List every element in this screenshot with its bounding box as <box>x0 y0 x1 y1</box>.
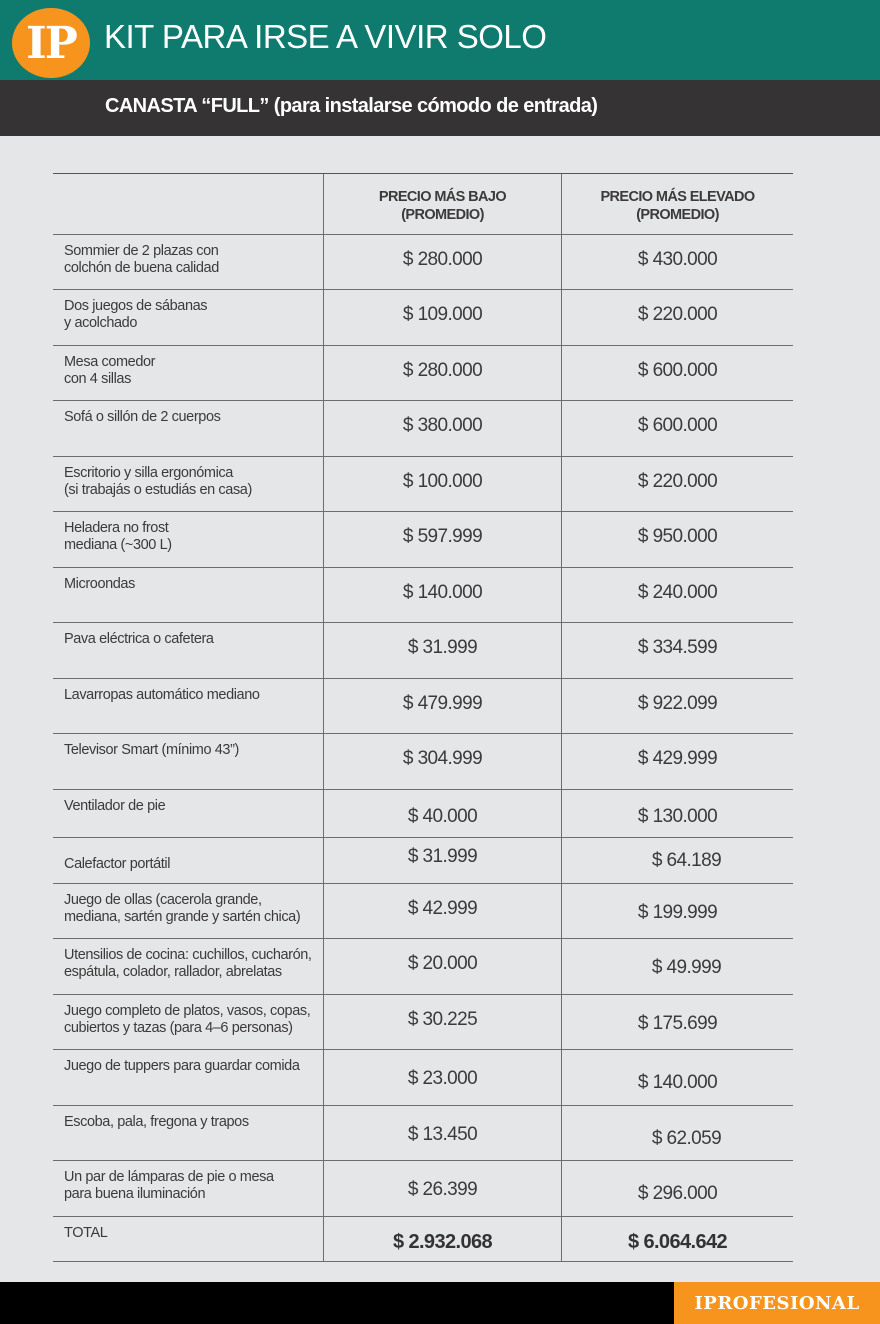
header-high-price: PRECIO MÁS ELEVADO (PROMEDIO) <box>561 174 793 234</box>
subtitle-bar <box>0 80 880 136</box>
table-row <box>53 679 793 734</box>
item-name: Televisor Smart (mínimo 43”) <box>64 742 239 758</box>
high-price-cell: $ 240.000 <box>561 568 793 622</box>
item-name: Ventilador de pie <box>64 798 166 814</box>
low-price-cell: $ 304.999 <box>323 734 561 789</box>
table-row <box>53 623 793 679</box>
low-price-cell: $ 597.999 <box>323 512 561 567</box>
high-price-cell: $ 922.099 <box>561 679 793 733</box>
high-price-cell: $ 600.000 <box>561 401 793 456</box>
item-name: Calefactor portátil <box>64 856 171 872</box>
item-name: Sommier de 2 plazas con colchón de buena calidad <box>64 243 219 276</box>
item-name: Mesa comedor con 4 sillas <box>64 354 156 387</box>
low-price-cell: $ 13.450 <box>323 1106 561 1160</box>
low-price-cell: $ 380.000 <box>323 401 561 456</box>
total-row <box>53 1217 793 1262</box>
ip-logo: IP <box>12 8 90 78</box>
item-name: Juego de tuppers para guardar comida <box>64 1058 300 1074</box>
high-price-cell: $ 175.699 <box>561 995 793 1049</box>
total-label: TOTAL <box>64 1225 108 1241</box>
high-price-cell: $ 430.000 <box>561 235 793 289</box>
high-price-cell: $ 64.189 <box>561 838 793 883</box>
low-price-cell: $ 31.999 <box>323 838 561 883</box>
header-bar <box>0 0 880 80</box>
low-price-cell: $ 42.999 <box>323 884 561 938</box>
table-row <box>53 884 793 939</box>
high-price-cell: $ 950.000 <box>561 512 793 567</box>
item-name: Pava eléctrica o cafetera <box>64 631 214 647</box>
low-price-cell: $ 479.999 <box>323 679 561 733</box>
low-price-cell: $ 20.000 <box>323 939 561 994</box>
low-price-cell: $ 280.000 <box>323 346 561 400</box>
low-price-cell: $ 26.399 <box>323 1161 561 1216</box>
table-row <box>53 290 793 346</box>
table-row <box>53 512 793 568</box>
high-price-cell: $ 130.000 <box>561 790 793 837</box>
item-name: Escritorio y silla ergonómica (si trabajás o estudiás en casa) <box>64 465 252 498</box>
low-price-cell: $ 140.000 <box>323 568 561 622</box>
item-name: Heladera no frost mediana (~300 L) <box>64 520 172 553</box>
page-title: KIT PARA IRSE A VIVIR SOLO <box>104 18 547 55</box>
item-name: Dos juegos de sábanas y acolchado <box>64 298 208 331</box>
table-row <box>53 790 793 838</box>
footer-bar <box>0 1282 880 1324</box>
header-empty-cell <box>53 174 323 234</box>
high-price-cell: $ 140.000 <box>561 1050 793 1105</box>
page-subtitle: CANASTA “FULL” (para instalarse cómodo de entrada) <box>105 95 598 117</box>
brand-logo: IPROFESIONAL <box>674 1282 880 1324</box>
table-header-row <box>53 174 793 235</box>
low-price-cell: $ 100.000 <box>323 457 561 511</box>
low-price-cell: $ 23.000 <box>323 1050 561 1105</box>
high-price-cell: $ 62.059 <box>561 1106 793 1160</box>
high-price-cell: $ 429.999 <box>561 734 793 789</box>
table-row <box>53 568 793 623</box>
table-row <box>53 1161 793 1217</box>
high-price-cell: $ 199.999 <box>561 884 793 938</box>
high-price-cell: $ 334.599 <box>561 623 793 678</box>
high-price-cell: $ 220.000 <box>561 457 793 511</box>
total-low-price: $ 2.932.068 <box>323 1217 561 1261</box>
table-row <box>53 235 793 290</box>
item-name: Sofá o sillón de 2 cuerpos <box>64 409 221 425</box>
table-row <box>53 346 793 401</box>
table-row <box>53 734 793 790</box>
table-row <box>53 1106 793 1161</box>
table-row <box>53 939 793 995</box>
low-price-cell: $ 31.999 <box>323 623 561 678</box>
table-row <box>53 995 793 1050</box>
item-name: Escoba, pala, fregona y trapos <box>64 1114 249 1130</box>
low-price-cell: $ 40.000 <box>323 790 561 837</box>
high-price-cell: $ 49.999 <box>561 939 793 994</box>
item-name: Lavarropas automático mediano <box>64 687 260 703</box>
high-price-cell: $ 600.000 <box>561 346 793 400</box>
low-price-cell: $ 109.000 <box>323 290 561 345</box>
table-row <box>53 401 793 457</box>
table-row <box>53 457 793 512</box>
item-name: Microondas <box>64 576 135 592</box>
header-low-price: PRECIO MÁS BAJO (PROMEDIO) <box>323 174 561 234</box>
item-name: Juego completo de platos, vasos, copas, cubiertos y tazas (para 4–6 personas) <box>64 1003 311 1036</box>
total-high-price: $ 6.064.642 <box>561 1217 793 1261</box>
table-row <box>53 838 793 884</box>
item-name: Utensilios de cocina: cuchillos, cucharón, espátula, colador, rallador, abrelatas <box>64 947 312 980</box>
high-price-cell: $ 296.000 <box>561 1161 793 1216</box>
table-row <box>53 1050 793 1106</box>
price-table <box>53 173 793 1262</box>
item-name: Juego de ollas (cacerola grande, mediana, sartén grande y sartén chica) <box>64 892 301 925</box>
low-price-cell: $ 280.000 <box>323 235 561 289</box>
high-price-cell: $ 220.000 <box>561 290 793 345</box>
low-price-cell: $ 30.225 <box>323 995 561 1049</box>
item-name: Un par de lámparas de pie o mesa para buena iluminación <box>64 1169 274 1202</box>
